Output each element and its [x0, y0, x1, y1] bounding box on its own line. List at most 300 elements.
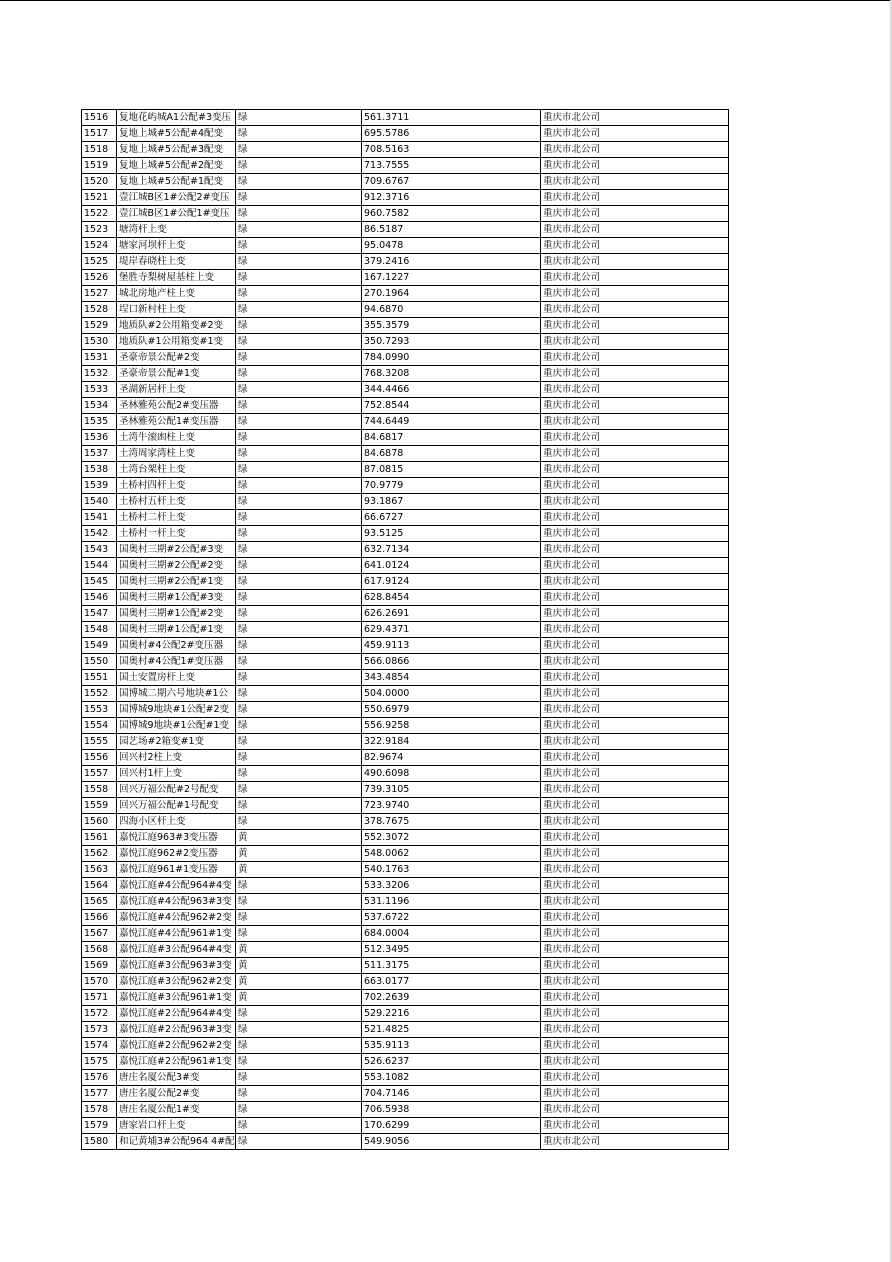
value-cell: 626.2691 [362, 606, 541, 622]
status-color-cell: 绿 [236, 622, 362, 638]
table-row [82, 702, 729, 718]
row-number-cell: 1539 [82, 478, 117, 494]
transformer-name-cell: 壹江城B区1#公配1#变压 [117, 206, 236, 222]
company-cell: 重庆市北公司 [541, 638, 729, 654]
value-cell: 82.9674 [362, 750, 541, 766]
transformer-name-cell: 和记黄埔3#公配964 4#配 [117, 1134, 236, 1150]
value-cell: 70.9779 [362, 478, 541, 494]
table-row [82, 254, 729, 270]
value-cell: 548.0062 [362, 846, 541, 862]
transformer-name-cell: 复地上城#5公配#1配变 [117, 174, 236, 190]
company-cell: 重庆市北公司 [541, 238, 729, 254]
company-cell: 重庆市北公司 [541, 206, 729, 222]
transformer-name-cell: 嘉悦江庭961#1变压器 [117, 862, 236, 878]
value-cell: 521.4825 [362, 1022, 541, 1038]
value-cell: 84.6878 [362, 446, 541, 462]
status-color-cell: 绿 [236, 1070, 362, 1086]
row-number-cell: 1545 [82, 574, 117, 590]
status-color-cell: 绿 [236, 590, 362, 606]
row-number-cell: 1529 [82, 318, 117, 334]
company-cell: 重庆市北公司 [541, 990, 729, 1006]
row-number-cell: 1554 [82, 718, 117, 734]
table-row [82, 974, 729, 990]
company-cell: 重庆市北公司 [541, 734, 729, 750]
table-row [82, 350, 729, 366]
row-number-cell: 1517 [82, 126, 117, 142]
table-row [82, 142, 729, 158]
transformer-data-table [81, 109, 729, 1150]
value-cell: 512.3495 [362, 942, 541, 958]
transformer-name-cell: 圣豪帝景公配#1变 [117, 366, 236, 382]
row-number-cell: 1542 [82, 526, 117, 542]
table-row [82, 1022, 729, 1038]
table-row [82, 174, 729, 190]
table-row [82, 382, 729, 398]
table-row [82, 718, 729, 734]
value-cell: 93.5125 [362, 526, 541, 542]
row-number-cell: 1580 [82, 1134, 117, 1150]
status-color-cell: 黄 [236, 862, 362, 878]
value-cell: 628.8454 [362, 590, 541, 606]
value-cell: 270.1964 [362, 286, 541, 302]
status-color-cell: 绿 [236, 110, 362, 126]
row-number-cell: 1575 [82, 1054, 117, 1070]
transformer-name-cell: 国奥村三期#2公配#2变 [117, 558, 236, 574]
table-row [82, 318, 729, 334]
status-color-cell: 绿 [236, 158, 362, 174]
company-cell: 重庆市北公司 [541, 494, 729, 510]
table-row [82, 830, 729, 846]
table-row [82, 1038, 729, 1054]
value-cell: 531.1196 [362, 894, 541, 910]
value-cell: 709.6767 [362, 174, 541, 190]
row-number-cell: 1561 [82, 830, 117, 846]
company-cell: 重庆市北公司 [541, 1070, 729, 1086]
transformer-name-cell: 国奥村三期#1公配#2变 [117, 606, 236, 622]
company-cell: 重庆市北公司 [541, 590, 729, 606]
transformer-name-cell: 国奥村三期#2公配#1变 [117, 574, 236, 590]
transformer-name-cell: 国奥村三期#1公配#1变 [117, 622, 236, 638]
table-row [82, 910, 729, 926]
status-color-cell: 黄 [236, 942, 362, 958]
table-row [82, 270, 729, 286]
transformer-name-cell: 土桥村五杆上变 [117, 494, 236, 510]
row-number-cell: 1524 [82, 238, 117, 254]
row-number-cell: 1569 [82, 958, 117, 974]
company-cell: 重庆市北公司 [541, 958, 729, 974]
value-cell: 723.9740 [362, 798, 541, 814]
transformer-name-cell: 嘉悦江庭#2公配961#1变 [117, 1054, 236, 1070]
table-row [82, 878, 729, 894]
value-cell: 641.0124 [362, 558, 541, 574]
company-cell: 重庆市北公司 [541, 782, 729, 798]
table-row [82, 654, 729, 670]
status-color-cell: 绿 [236, 430, 362, 446]
status-color-cell: 绿 [236, 606, 362, 622]
row-number-cell: 1553 [82, 702, 117, 718]
status-color-cell: 绿 [236, 1102, 362, 1118]
value-cell: 379.2416 [362, 254, 541, 270]
company-cell: 重庆市北公司 [541, 126, 729, 142]
transformer-name-cell: 嘉悦江庭#3公配964#4变 [117, 942, 236, 958]
status-color-cell: 绿 [236, 270, 362, 286]
transformer-name-cell: 复地上城#5公配#3配变 [117, 142, 236, 158]
status-color-cell: 绿 [236, 1054, 362, 1070]
row-number-cell: 1557 [82, 766, 117, 782]
transformer-name-cell: 国奥村#4公配2#变压器 [117, 638, 236, 654]
company-cell: 重庆市北公司 [541, 670, 729, 686]
transformer-name-cell: 回兴万福公配#1号配变 [117, 798, 236, 814]
transformer-name-cell: 唐庄名厦公配2#变 [117, 1086, 236, 1102]
table-row [82, 430, 729, 446]
status-color-cell: 绿 [236, 142, 362, 158]
value-cell: 553.1082 [362, 1070, 541, 1086]
status-color-cell: 黄 [236, 958, 362, 974]
value-cell: 561.3711 [362, 110, 541, 126]
page-top-border [0, 0, 892, 1]
row-number-cell: 1522 [82, 206, 117, 222]
company-cell: 重庆市北公司 [541, 1134, 729, 1150]
row-number-cell: 1530 [82, 334, 117, 350]
table-row [82, 958, 729, 974]
status-color-cell: 绿 [236, 190, 362, 206]
status-color-cell: 绿 [236, 1086, 362, 1102]
transformer-name-cell: 嘉悦江庭#3公配962#2变 [117, 974, 236, 990]
company-cell: 重庆市北公司 [541, 558, 729, 574]
company-cell: 重庆市北公司 [541, 430, 729, 446]
value-cell: 167.1227 [362, 270, 541, 286]
value-cell: 459.9113 [362, 638, 541, 654]
status-color-cell: 绿 [236, 478, 362, 494]
status-color-cell: 绿 [236, 1022, 362, 1038]
row-number-cell: 1550 [82, 654, 117, 670]
row-number-cell: 1532 [82, 366, 117, 382]
transformer-name-cell: 嘉悦江庭#3公配961#1变 [117, 990, 236, 1006]
table-row [82, 302, 729, 318]
row-number-cell: 1549 [82, 638, 117, 654]
row-number-cell: 1537 [82, 446, 117, 462]
value-cell: 566.0866 [362, 654, 541, 670]
status-color-cell: 绿 [236, 878, 362, 894]
table-row [82, 686, 729, 702]
table-row [82, 766, 729, 782]
table-row [82, 990, 729, 1006]
status-color-cell: 绿 [236, 206, 362, 222]
transformer-name-cell: 塘家河坝杆上变 [117, 238, 236, 254]
transformer-name-cell: 嘉悦江庭#4公配964#4变 [117, 878, 236, 894]
company-cell: 重庆市北公司 [541, 910, 729, 926]
value-cell: 632.7134 [362, 542, 541, 558]
row-number-cell: 1547 [82, 606, 117, 622]
transformer-name-cell: 复地花屿城A1公配#3变压 [117, 110, 236, 126]
table-row [82, 238, 729, 254]
transformer-name-cell: 嘉悦江庭#2公配964#4变 [117, 1006, 236, 1022]
row-number-cell: 1567 [82, 926, 117, 942]
row-number-cell: 1564 [82, 878, 117, 894]
transformer-name-cell: 国奥村#4公配1#变压器 [117, 654, 236, 670]
company-cell: 重庆市北公司 [541, 718, 729, 734]
table-row [82, 926, 729, 942]
status-color-cell: 绿 [236, 510, 362, 526]
table-row [82, 398, 729, 414]
value-cell: 708.5163 [362, 142, 541, 158]
status-color-cell: 绿 [236, 398, 362, 414]
row-number-cell: 1526 [82, 270, 117, 286]
row-number-cell: 1536 [82, 430, 117, 446]
status-color-cell: 绿 [236, 526, 362, 542]
company-cell: 重庆市北公司 [541, 286, 729, 302]
table-row [82, 814, 729, 830]
value-cell: 95.0478 [362, 238, 541, 254]
row-number-cell: 1546 [82, 590, 117, 606]
row-number-cell: 1543 [82, 542, 117, 558]
status-color-cell: 绿 [236, 926, 362, 942]
row-number-cell: 1570 [82, 974, 117, 990]
transformer-name-cell: 圣林雅苑公配1#变压器 [117, 414, 236, 430]
value-cell: 66.6727 [362, 510, 541, 526]
company-cell: 重庆市北公司 [541, 462, 729, 478]
value-cell: 86.5187 [362, 222, 541, 238]
transformer-name-cell: 嘉悦江庭#4公配963#3变 [117, 894, 236, 910]
company-cell: 重庆市北公司 [541, 222, 729, 238]
transformer-name-cell: 壹江城B区1#公配2#变压 [117, 190, 236, 206]
status-color-cell: 绿 [236, 574, 362, 590]
status-color-cell: 绿 [236, 238, 362, 254]
row-number-cell: 1519 [82, 158, 117, 174]
company-cell: 重庆市北公司 [541, 334, 729, 350]
status-color-cell: 绿 [236, 494, 362, 510]
status-color-cell: 绿 [236, 718, 362, 734]
value-cell: 960.7582 [362, 206, 541, 222]
status-color-cell: 绿 [236, 382, 362, 398]
value-cell: 713.7555 [362, 158, 541, 174]
transformer-name-cell: 圣林雅苑公配2#变压器 [117, 398, 236, 414]
status-color-cell: 绿 [236, 894, 362, 910]
status-color-cell: 绿 [236, 366, 362, 382]
transformer-name-cell: 圣湖新居杆上变 [117, 382, 236, 398]
table-row [82, 798, 729, 814]
transformer-name-cell: 国土安置房杆上变 [117, 670, 236, 686]
company-cell: 重庆市北公司 [541, 1118, 729, 1134]
table-row [82, 1134, 729, 1150]
transformer-name-cell: 土湾台架柱上变 [117, 462, 236, 478]
company-cell: 重庆市北公司 [541, 1006, 729, 1022]
transformer-name-cell: 土湾周家湾柱上变 [117, 446, 236, 462]
transformer-name-cell: 回兴村1杆上变 [117, 766, 236, 782]
table-row [82, 734, 729, 750]
company-cell: 重庆市北公司 [541, 158, 729, 174]
table-row [82, 846, 729, 862]
value-cell: 702.2639 [362, 990, 541, 1006]
value-cell: 511.3175 [362, 958, 541, 974]
transformer-name-cell: 国博城9地块#1公配#1变 [117, 718, 236, 734]
company-cell: 重庆市北公司 [541, 606, 729, 622]
table-row [82, 558, 729, 574]
value-cell: 552.3072 [362, 830, 541, 846]
transformer-name-cell: 城北房地产柱上变 [117, 286, 236, 302]
value-cell: 752.8544 [362, 398, 541, 414]
company-cell: 重庆市北公司 [541, 798, 729, 814]
value-cell: 556.9258 [362, 718, 541, 734]
row-number-cell: 1523 [82, 222, 117, 238]
table-row [82, 286, 729, 302]
transformer-name-cell: 圣豪帝景公配#2变 [117, 350, 236, 366]
table-row [82, 494, 729, 510]
status-color-cell: 黄 [236, 990, 362, 1006]
value-cell: 549.9056 [362, 1134, 541, 1150]
table-row [82, 334, 729, 350]
company-cell: 重庆市北公司 [541, 926, 729, 942]
transformer-name-cell: 国博城二期六号地块#1公 [117, 686, 236, 702]
company-cell: 重庆市北公司 [541, 846, 729, 862]
company-cell: 重庆市北公司 [541, 1022, 729, 1038]
table-row [82, 126, 729, 142]
transformer-name-cell: 复地上城#5公配#2配变 [117, 158, 236, 174]
transformer-name-cell: 嘉悦江庭963#3变压器 [117, 830, 236, 846]
row-number-cell: 1520 [82, 174, 117, 190]
company-cell: 重庆市北公司 [541, 1038, 729, 1054]
value-cell: 695.5786 [362, 126, 541, 142]
table-row [82, 1054, 729, 1070]
row-number-cell: 1527 [82, 286, 117, 302]
value-cell: 490.6098 [362, 766, 541, 782]
value-cell: 170.6299 [362, 1118, 541, 1134]
company-cell: 重庆市北公司 [541, 654, 729, 670]
value-cell: 322.9184 [362, 734, 541, 750]
row-number-cell: 1565 [82, 894, 117, 910]
table-row [82, 542, 729, 558]
table-row [82, 1086, 729, 1102]
transformer-name-cell: 国奥村三期#2公配#3变 [117, 542, 236, 558]
status-color-cell: 绿 [236, 1134, 362, 1150]
row-number-cell: 1563 [82, 862, 117, 878]
transformer-name-cell: 嘉悦江庭#2公配962#2变 [117, 1038, 236, 1054]
value-cell: 378.7675 [362, 814, 541, 830]
table-row [82, 526, 729, 542]
company-cell: 重庆市北公司 [541, 766, 729, 782]
company-cell: 重庆市北公司 [541, 446, 729, 462]
company-cell: 重庆市北公司 [541, 190, 729, 206]
transformer-name-cell: 四海小区杆上变 [117, 814, 236, 830]
transformer-name-cell: 嘉悦江庭#4公配961#1变 [117, 926, 236, 942]
value-cell: 629.4371 [362, 622, 541, 638]
transformer-name-cell: 堡胜寺梨树屋基柱上变 [117, 270, 236, 286]
transformer-name-cell: 国奥村三期#1公配#3变 [117, 590, 236, 606]
value-cell: 94.6870 [362, 302, 541, 318]
transformer-name-cell: 唐家岩口杆上变 [117, 1118, 236, 1134]
table-row [82, 606, 729, 622]
company-cell: 重庆市北公司 [541, 702, 729, 718]
status-color-cell: 绿 [236, 350, 362, 366]
value-cell: 744.6449 [362, 414, 541, 430]
company-cell: 重庆市北公司 [541, 382, 729, 398]
row-number-cell: 1562 [82, 846, 117, 862]
table-row [82, 462, 729, 478]
status-color-cell: 黄 [236, 846, 362, 862]
row-number-cell: 1577 [82, 1086, 117, 1102]
transformer-name-cell: 唐庄名厦公配3#变 [117, 1070, 236, 1086]
row-number-cell: 1551 [82, 670, 117, 686]
table-row [82, 574, 729, 590]
status-color-cell: 绿 [236, 638, 362, 654]
company-cell: 重庆市北公司 [541, 510, 729, 526]
row-number-cell: 1528 [82, 302, 117, 318]
value-cell: 784.0990 [362, 350, 541, 366]
status-color-cell: 绿 [236, 670, 362, 686]
value-cell: 526.6237 [362, 1054, 541, 1070]
table-row [82, 478, 729, 494]
status-color-cell: 绿 [236, 734, 362, 750]
table-row [82, 222, 729, 238]
value-cell: 350.7293 [362, 334, 541, 350]
value-cell: 704.7146 [362, 1086, 541, 1102]
table-row [82, 1070, 729, 1086]
company-cell: 重庆市北公司 [541, 174, 729, 190]
value-cell: 537.6722 [362, 910, 541, 926]
row-number-cell: 1572 [82, 1006, 117, 1022]
row-number-cell: 1518 [82, 142, 117, 158]
transformer-name-cell: 土桥村一杆上变 [117, 526, 236, 542]
table-row [82, 1118, 729, 1134]
row-number-cell: 1552 [82, 686, 117, 702]
value-cell: 93.1867 [362, 494, 541, 510]
company-cell: 重庆市北公司 [541, 478, 729, 494]
company-cell: 重庆市北公司 [541, 350, 729, 366]
row-number-cell: 1576 [82, 1070, 117, 1086]
table-row [82, 1006, 729, 1022]
table-row [82, 670, 729, 686]
row-number-cell: 1533 [82, 382, 117, 398]
status-color-cell: 绿 [236, 318, 362, 334]
status-color-cell: 绿 [236, 558, 362, 574]
company-cell: 重庆市北公司 [541, 526, 729, 542]
status-color-cell: 绿 [236, 254, 362, 270]
value-cell: 684.0004 [362, 926, 541, 942]
company-cell: 重庆市北公司 [541, 622, 729, 638]
company-cell: 重庆市北公司 [541, 686, 729, 702]
company-cell: 重庆市北公司 [541, 750, 729, 766]
row-number-cell: 1556 [82, 750, 117, 766]
row-number-cell: 1555 [82, 734, 117, 750]
value-cell: 87.0815 [362, 462, 541, 478]
row-number-cell: 1573 [82, 1022, 117, 1038]
company-cell: 重庆市北公司 [541, 814, 729, 830]
transformer-name-cell: 回兴村2柱上变 [117, 750, 236, 766]
status-color-cell: 绿 [236, 702, 362, 718]
value-cell: 739.3105 [362, 782, 541, 798]
row-number-cell: 1558 [82, 782, 117, 798]
table-row [82, 190, 729, 206]
transformer-name-cell: 埕口新村柱上变 [117, 302, 236, 318]
row-number-cell: 1571 [82, 990, 117, 1006]
value-cell: 533.3206 [362, 878, 541, 894]
status-color-cell: 绿 [236, 798, 362, 814]
status-color-cell: 绿 [236, 446, 362, 462]
company-cell: 重庆市北公司 [541, 318, 729, 334]
company-cell: 重庆市北公司 [541, 878, 729, 894]
company-cell: 重庆市北公司 [541, 254, 729, 270]
status-color-cell: 绿 [236, 542, 362, 558]
row-number-cell: 1568 [82, 942, 117, 958]
status-color-cell: 绿 [236, 1006, 362, 1022]
transformer-name-cell: 土桥村二杆上变 [117, 510, 236, 526]
transformer-name-cell: 土湾牛滚凼柱上变 [117, 430, 236, 446]
status-color-cell: 绿 [236, 462, 362, 478]
status-color-cell: 绿 [236, 910, 362, 926]
row-number-cell: 1566 [82, 910, 117, 926]
company-cell: 重庆市北公司 [541, 974, 729, 990]
value-cell: 540.1763 [362, 862, 541, 878]
